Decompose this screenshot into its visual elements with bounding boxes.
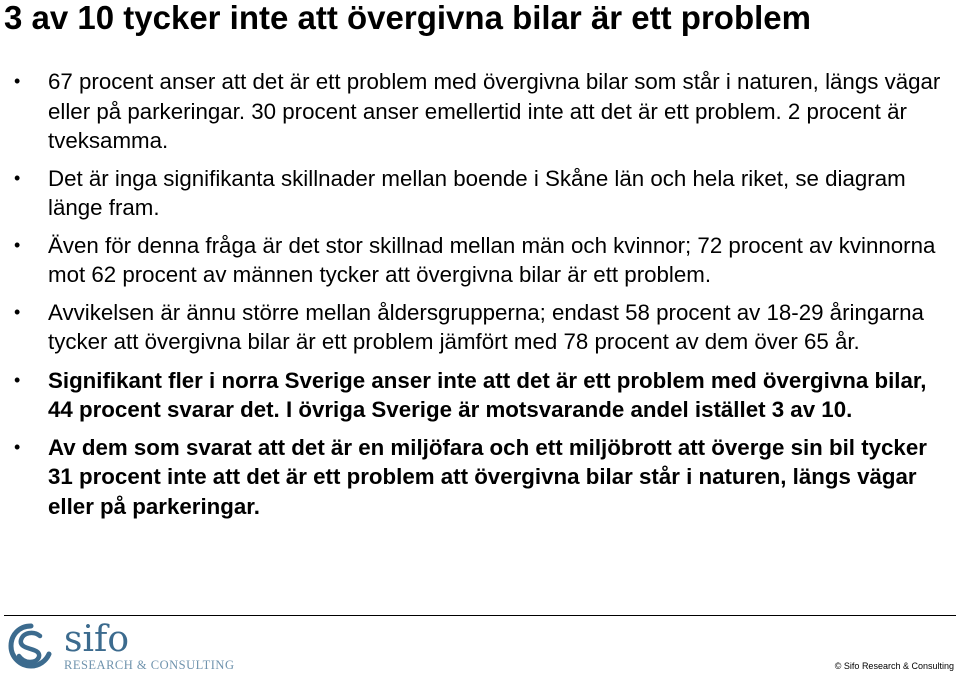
copyright-notice: © Sifo Research & Consulting xyxy=(834,661,954,671)
footer-divider xyxy=(4,615,956,616)
bullet-item xyxy=(0,164,960,223)
bullet-text: Avvikelsen är ännu större mellan åldersgrupperna; endast 58 procent av 18-29 åringarna tycker att övergivna bilar är ett problem jämfört med 78 procent av dem över 65 år. xyxy=(48,299,924,354)
bullet-marker: • xyxy=(14,301,21,322)
bullet-text: Även för denna fråga är det stor skillnad mellan män och kvinnor; 72 procent av kvinnorna mot 62 procent av männen tycker att övergivna bilar är ett problem. xyxy=(48,232,936,287)
sifo-logo xyxy=(4,620,244,674)
bullet-item xyxy=(0,366,960,425)
bullet-marker: • xyxy=(14,167,21,188)
bullet-item xyxy=(0,298,960,357)
slide-title: 3 av 10 tycker inte att övergivna bilar är ett problem xyxy=(4,0,811,36)
bullet-list xyxy=(0,67,960,529)
bullet-marker: • xyxy=(14,71,21,91)
bullet-item xyxy=(0,67,960,156)
bullet-text: 67 procent anser att det är ett problem med övergivna bilar som står i naturen, längs vägar eller på parkeringar. 30 procent anser emellertid inte att det är ett problem. 2 procent är tveksamma. xyxy=(48,69,941,153)
sifo-swirl-icon xyxy=(6,622,56,672)
bullet-text: Det är inga signifikanta skillnader mellan boende i Skåne län och hela riket, se diagram länge fram. xyxy=(48,165,906,220)
bullet-marker: • xyxy=(14,436,21,457)
bullet-text: Av dem som svarat att det är en miljöfara och ett miljöbrott att överge sin bil tycker 31 procent inte att det är ett problem att övergivna bilar står i naturen, längs vägar eller på parkeringar. xyxy=(48,434,927,519)
bullet-marker: • xyxy=(14,234,21,255)
bullet-text: Signifikant fler i norra Sverige anser inte att det är ett problem med övergivna bilar, 44 procent svarar det. I övriga Sverige är motsvarande andel istället 3 av 10. xyxy=(48,367,927,422)
bullet-item xyxy=(0,231,960,290)
logo-name: sifo xyxy=(64,619,129,660)
bullet-marker: • xyxy=(14,369,21,390)
bullet-item xyxy=(0,433,960,522)
logo-tagline: RESEARCH & CONSULTING xyxy=(64,658,235,672)
